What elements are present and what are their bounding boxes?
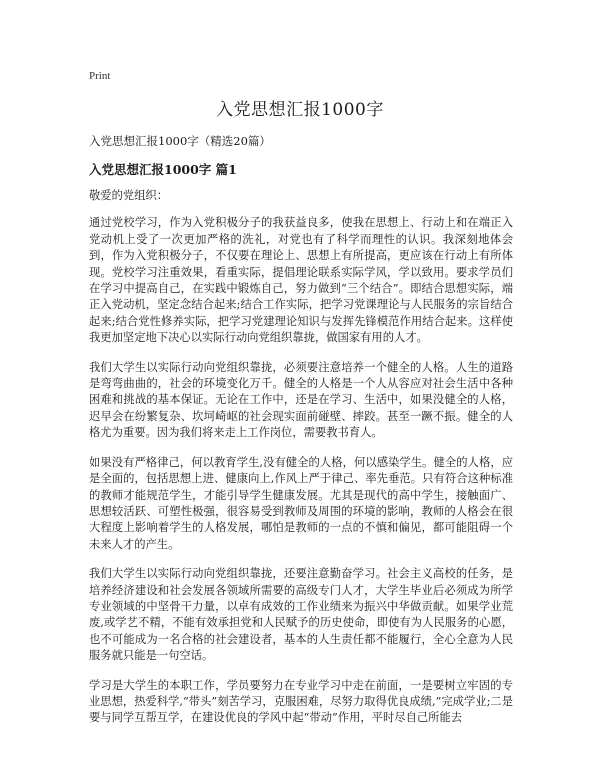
print-link[interactable]: Print: [89, 70, 111, 82]
paragraph: 如果没有严格律己，何以教育学生,没有健全的人格，何以感染学生。健全的人格，应是全面的，包括思想上进、健康向上,作风上严于律己、率先垂范。只有符合这种标准的教师才能规范学生，才能引导学生健康发展。尤其是现代的高中学生，接触面广、思想较活跃、可塑性极强，很容易受到教师及周围的环境的影响，教师的人格会在很大程度上影响着学生的人格发展，哪怕是教师的一点的不慎和偏见，都可能阻碍一个未来人才的产生。: [89, 455, 513, 551]
document-subtitle: 入党思想汇报1000字（精选20篇）: [89, 134, 271, 148]
paragraph: 学习是大学生的本职工作，学员要努力在专业学习中走在前面，一是要树立牢固的专业思想，热爱科学,“带头”刻苦学习，克服困难，尽努力取得优良成绩,”完成学业;二是要与同学互帮互学，在建设优良的学风中起“带动”作用，平时尽自己所能去: [89, 678, 513, 725]
article-body: [89, 188, 513, 740]
paragraph: 我们大学生以实际行动向党组织靠拢，还要注意勤奋学习。社会主义高校的任务，是培养经济建设和社会发展各领域所需要的高级专门人才，大学生毕业后必须成为所学专业领域的中坚骨干力量，以卓有成效的工作业绩来为振兴中华做贡献。如果学业荒废,或学艺不精，不能有效承担党和人民赋予的历史使命，即使有为人民服务的心愿，也不可能成为一名合格的社会建设者，基本的人生责任都不能履行，全心全意为人民服务就只能是一句空话。: [89, 567, 513, 663]
paragraph: 通过党校学习，作为入党积极分子的我获益良多，使我在思想上、行动上和在端正入党动机上受了一次更加严格的洗礼，对党也有了科学而理性的认识。我深刻地体会到，作为入党积极分子，不仅要在理论上、思想上有所提高，更应该在行动上有所体现。党校学习注重效果，看重实际，提倡理论联系实际学风，学以致用。要求学员们在学习中提高自己，在实践中锻炼自己，努力做到“三个结合”。即结合思想实际，端正入党动机，坚定念结合起来;结合工作实际，把学习党课理论与人民服务的宗旨结合起来;结合党性修养实际，把学习党建理论知识与发挥先锋模范作用结合起来。这样使我更加坚定地下决心以实际行动向党组织靠拢，做国家有用的人才。: [89, 216, 513, 345]
salutation: 敬爱的党组织：: [89, 189, 169, 202]
page-title: 入党思想汇报1000字: [216, 100, 384, 120]
section-heading: 入党思想汇报1000字 篇1: [89, 162, 237, 177]
paragraph: 我们大学生以实际行动向党组织靠拢，必须要注意培养一个健全的人格。人生的道路是弯弯曲曲的，社会的环境变化万千。健全的人格是一个人从容应对社会生活中各种困难和挑战的基本保证。无论在工作中，还是在学习、生活中，如果没健全的人格，迟早会在纷繁复杂、坎坷崎岖的社会现实面前碰壁、摔跤。甚至一蹶不振。健全的人格尤为重要。因为我们将来走上工作岗位，需要教书育人。: [89, 360, 513, 440]
